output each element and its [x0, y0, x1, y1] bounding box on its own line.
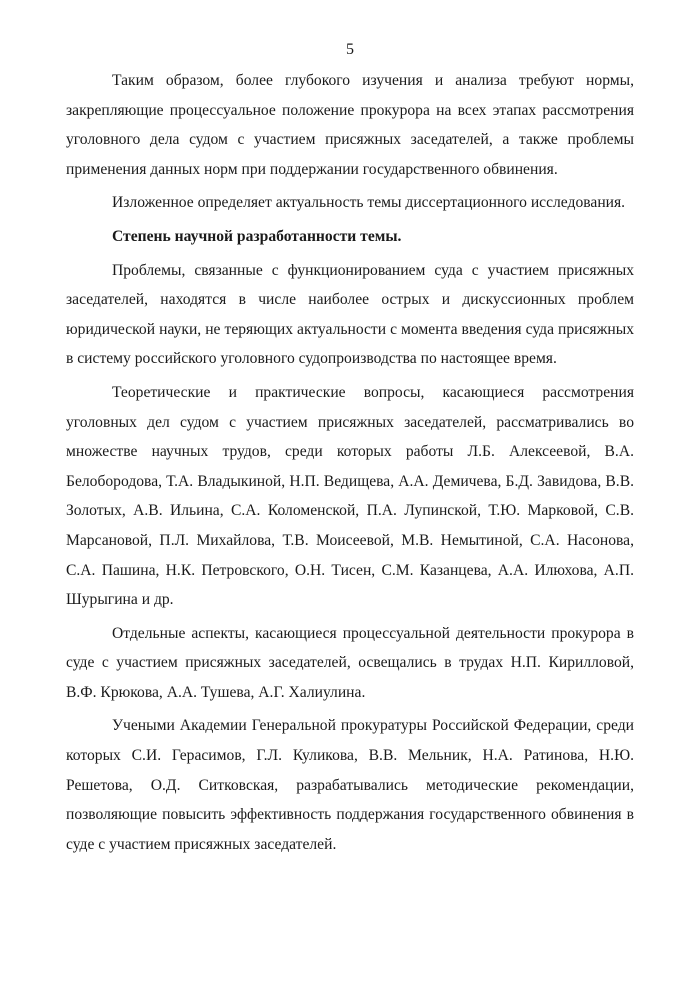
paragraph-relevance: Изложенное определяет актуальность темы диссертационного исследования.	[112, 194, 626, 212]
section-heading: Степень научной разработанности темы.	[112, 227, 402, 245]
page-body	[66, 66, 634, 863]
paragraph-conclusion: Таким образом, более глубокого изучения и анализа требуют нормы, закрепляющие процессуальное положение прокурора на всех этапах рассмотрения уголовного дела судом с участием присяжных заседателей, а также проблемы применения данных норм при поддержании государственного обвинения.	[66, 72, 634, 178]
paragraph-problems: Проблемы, связанные с функционированием суда с участием присяжных заседателей, находятся в числе наиболее острых и дискуссионных проблем юридической науки, не теряющих актуальности с момента введения суда присяжных в систему российского уголовного судопроизводства по настоящее время.	[66, 261, 634, 368]
page-number: 5	[346, 41, 354, 58]
paragraph-academy: Учеными Академии Генеральной прокуратуры Российской Федерации, среди которых С.И. Герасимов, Г.Л. Куликова, В.В. Мельник, Н.А. Ратинова, Н.Ю. Решетова, О.Д. Ситковская, разрабатывались методические рекомендации, позволяющие повысить эффективность поддержания государственного обвинения в суде с участием присяжных заседателей.	[66, 717, 634, 853]
paragraph-researchers: Теоретические и практические вопросы, касающиеся рассмотрения уголовных дел судом с участием присяжных заседателей, рассматривались во множестве научных трудов, среди которых работы Л.Б. Алексеевой, В.А. Белобородова, Т.А. Владыкиной, Н.П. Ведищева, А.А. Демичева, Б.Д. Завидова, В.В. Золотых, А.В. Ильина, С.А. Коломенской, П.А. Лупинской, Т.Ю. Марковой, С.В. Марсановой, П.Л. Михайлова, Т.В. Моисеевой, М.В. Немытиной, С.А. Насонова, С.А. Пашина, Н.К. Петровского, О.Н. Тисен, С.М. Казанцева, А.А. Илюхова, А.П. Шурыгина и др.	[66, 383, 634, 609]
paragraph-prosecutor-aspects: Отдельные аспекты, касающиеся процессуальной деятельности прокурора в суде с участием присяжных заседателей, освещались в трудах Н.П. Кирилловой, В.Ф. Крюкова, А.А. Тушева, А.Г. Халиулина.	[66, 624, 634, 701]
